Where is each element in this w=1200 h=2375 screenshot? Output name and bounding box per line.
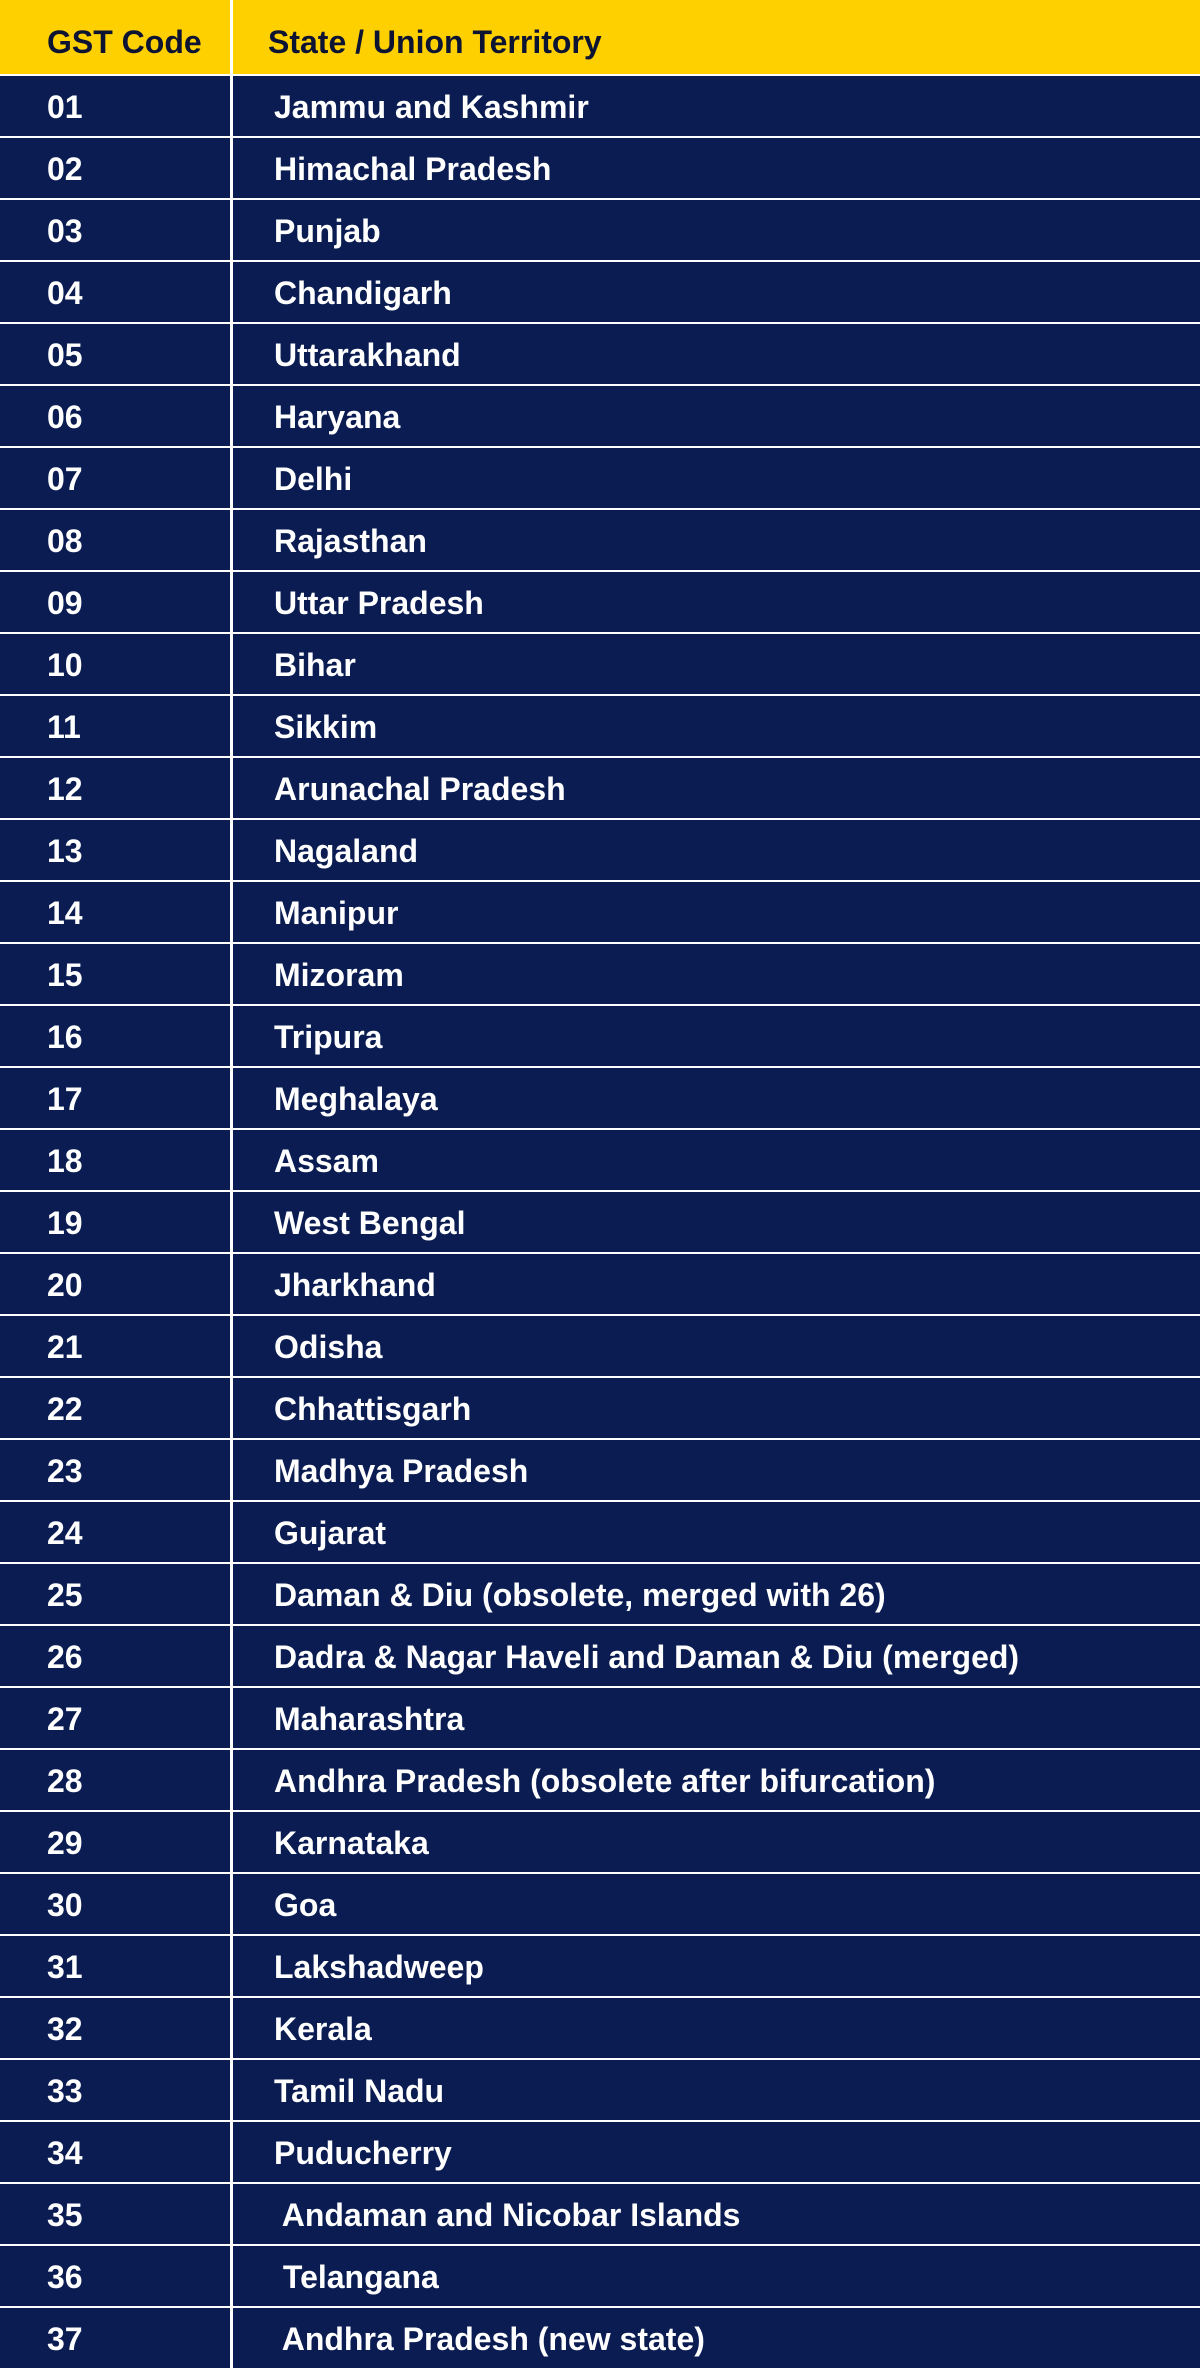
gst-code-cell: 30 <box>47 1887 83 1923</box>
table-row <box>0 1192 1200 1254</box>
gst-code-cell: 31 <box>47 1949 83 1985</box>
column-divider <box>230 1936 233 1996</box>
gst-code-cell: 27 <box>47 1701 83 1737</box>
table-row <box>0 1750 1200 1812</box>
state-name-cell: Madhya Pradesh <box>274 1453 529 1489</box>
state-name-cell: Sikkim <box>274 709 378 745</box>
state-name-cell: Jharkhand <box>274 1267 436 1303</box>
gst-code-cell: 23 <box>47 1453 83 1489</box>
table-row <box>0 262 1200 324</box>
column-divider <box>230 820 233 880</box>
table-row <box>0 1626 1200 1688</box>
gst-code-cell: 29 <box>47 1825 83 1861</box>
state-name-cell: Tamil Nadu <box>274 2073 445 2109</box>
table-row <box>0 1378 1200 1440</box>
column-divider <box>230 1068 233 1128</box>
state-name-cell: Chhattisgarh <box>274 1391 472 1427</box>
gst-code-cell: 02 <box>47 151 83 187</box>
gst-code-cell: 28 <box>47 1763 83 1799</box>
state-name-cell: Haryana <box>274 399 401 435</box>
column-divider <box>230 1874 233 1934</box>
gst-code-cell: 16 <box>47 1019 83 1055</box>
column-divider <box>230 634 233 694</box>
gst-code-cell: 21 <box>47 1329 83 1365</box>
state-name-cell: Rajasthan <box>274 523 427 559</box>
gst-code-cell: 09 <box>47 585 83 621</box>
gst-code-cell: 06 <box>47 399 83 435</box>
state-name-cell: Mizoram <box>274 957 404 993</box>
column-divider <box>230 2308 233 2368</box>
state-name-cell: Andhra Pradesh (obsolete after bifurcation) <box>274 1763 936 1799</box>
gst-code-cell: 03 <box>47 213 83 249</box>
table-row <box>0 1688 1200 1750</box>
state-name-cell: Bihar <box>274 647 356 683</box>
gst-code-cell: 01 <box>47 89 83 125</box>
header-state: State / Union Territory <box>268 24 602 60</box>
table-row <box>0 1130 1200 1192</box>
state-name-cell: Karnataka <box>274 1825 429 1861</box>
table-row <box>0 386 1200 448</box>
gst-code-cell: 36 <box>47 2259 83 2295</box>
state-name-cell: Arunachal Pradesh <box>274 771 566 807</box>
column-divider <box>230 200 233 260</box>
gst-code-cell: 14 <box>47 895 83 931</box>
table-row <box>0 2122 1200 2184</box>
column-divider <box>230 758 233 818</box>
gst-code-cell: 19 <box>47 1205 83 1241</box>
table-row <box>0 1068 1200 1130</box>
gst-code-cell: 24 <box>47 1515 83 1551</box>
table-row <box>0 634 1200 696</box>
column-divider <box>230 1316 233 1376</box>
state-name-cell: Manipur <box>274 895 399 931</box>
state-name-cell: Punjab <box>274 213 381 249</box>
column-divider <box>230 386 233 446</box>
table-row <box>0 200 1200 262</box>
table-row <box>0 510 1200 572</box>
column-divider <box>230 572 233 632</box>
state-name-cell: Assam <box>274 1143 379 1179</box>
state-name-cell: Jammu and Kashmir <box>274 89 589 125</box>
table-row <box>0 1440 1200 1502</box>
column-divider <box>230 1812 233 1872</box>
state-name-cell: Tripura <box>274 1019 383 1055</box>
column-divider <box>230 1750 233 1810</box>
table-row <box>0 76 1200 138</box>
gst-code-cell: 32 <box>47 2011 83 2047</box>
state-name-cell: Chandigarh <box>274 275 452 311</box>
column-divider <box>230 448 233 508</box>
column-divider <box>230 1130 233 1190</box>
column-divider <box>230 1998 233 2058</box>
state-name-cell: Lakshadweep <box>274 1949 484 1985</box>
gst-code-cell: 10 <box>47 647 83 683</box>
table-row <box>0 324 1200 386</box>
column-divider <box>230 1564 233 1624</box>
gst-code-cell: 15 <box>47 957 83 993</box>
column-divider <box>230 2246 233 2306</box>
state-name-cell: Uttar Pradesh <box>274 585 484 621</box>
column-divider <box>230 1502 233 1562</box>
column-divider <box>230 76 233 136</box>
table-row <box>0 2060 1200 2122</box>
gst-code-cell: 35 <box>47 2197 83 2233</box>
column-divider <box>230 1192 233 1252</box>
table-row <box>0 1564 1200 1626</box>
state-name-cell: Meghalaya <box>274 1081 438 1117</box>
table-row <box>0 1812 1200 1874</box>
state-name-cell: Telangana <box>274 2259 439 2295</box>
column-divider <box>230 0 233 74</box>
gst-code-cell: 11 <box>47 709 81 745</box>
column-divider <box>230 2184 233 2244</box>
state-name-cell: Delhi <box>274 461 353 497</box>
state-name-cell: Odisha <box>274 1329 383 1365</box>
column-divider <box>230 2122 233 2182</box>
column-divider <box>230 2060 233 2120</box>
column-divider <box>230 1440 233 1500</box>
column-divider <box>230 262 233 322</box>
state-name-cell: Uttarakhand <box>274 337 461 373</box>
table-row <box>0 1006 1200 1068</box>
table-header <box>0 0 1200 74</box>
table-row <box>0 758 1200 820</box>
gst-code-cell: 04 <box>47 275 83 311</box>
state-name-cell: West Bengal <box>274 1205 466 1241</box>
table-row <box>0 448 1200 510</box>
state-name-cell: Maharashtra <box>274 1701 465 1737</box>
state-name-cell: Goa <box>274 1887 337 1923</box>
gst-code-cell: 07 <box>47 461 83 497</box>
gst-code-cell: 26 <box>47 1639 83 1675</box>
column-divider <box>230 1626 233 1686</box>
column-divider <box>230 1006 233 1066</box>
gst-code-cell: 33 <box>47 2073 83 2109</box>
column-divider <box>230 944 233 1004</box>
table-row <box>0 820 1200 882</box>
table-row <box>0 2184 1200 2246</box>
state-name-cell: Nagaland <box>274 833 419 869</box>
table-row <box>0 1316 1200 1378</box>
table-row <box>0 1998 1200 2060</box>
state-name-cell: Gujarat <box>274 1515 387 1551</box>
state-name-cell: Daman & Diu (obsolete, merged with 26) <box>274 1577 886 1613</box>
table-row <box>0 572 1200 634</box>
table-row <box>0 138 1200 200</box>
table-row <box>0 944 1200 1006</box>
table-row <box>0 882 1200 944</box>
column-divider <box>230 138 233 198</box>
gst-code-cell: 37 <box>47 2321 83 2357</box>
state-name-cell: Himachal Pradesh <box>274 151 552 187</box>
gst-code-cell: 13 <box>47 833 83 869</box>
gst-code-cell: 12 <box>47 771 83 807</box>
column-divider <box>230 696 233 756</box>
gst-code-cell: 25 <box>47 1577 83 1613</box>
column-divider <box>230 1378 233 1438</box>
state-name-cell: Kerala <box>274 2011 372 2047</box>
table-row <box>0 1502 1200 1564</box>
gst-code-cell: 05 <box>47 337 83 373</box>
gst-code-cell: 18 <box>47 1143 83 1179</box>
column-divider <box>230 882 233 942</box>
table-row <box>0 696 1200 758</box>
gst-code-cell: 08 <box>47 523 83 559</box>
table-row <box>0 1936 1200 1998</box>
column-divider <box>230 1254 233 1314</box>
gst-code-cell: 34 <box>47 2135 83 2171</box>
state-name-cell: Andaman and Nicobar Islands <box>274 2197 741 2233</box>
gst-code-cell: 20 <box>47 1267 83 1303</box>
header-gst-code: GST Code <box>47 24 202 60</box>
column-divider <box>230 1688 233 1748</box>
table-row <box>0 2246 1200 2308</box>
column-divider <box>230 510 233 570</box>
gst-code-cell: 17 <box>47 1081 83 1117</box>
state-name-cell: Puducherry <box>274 2135 452 2171</box>
gst-code-cell: 22 <box>47 1391 83 1427</box>
table-row <box>0 1874 1200 1936</box>
table-row <box>0 2308 1200 2370</box>
column-divider <box>230 324 233 384</box>
state-name-cell: Andhra Pradesh (new state) <box>274 2321 705 2357</box>
state-name-cell: Dadra & Nagar Haveli and Daman & Diu (merged) <box>274 1639 1020 1675</box>
table-row <box>0 1254 1200 1316</box>
